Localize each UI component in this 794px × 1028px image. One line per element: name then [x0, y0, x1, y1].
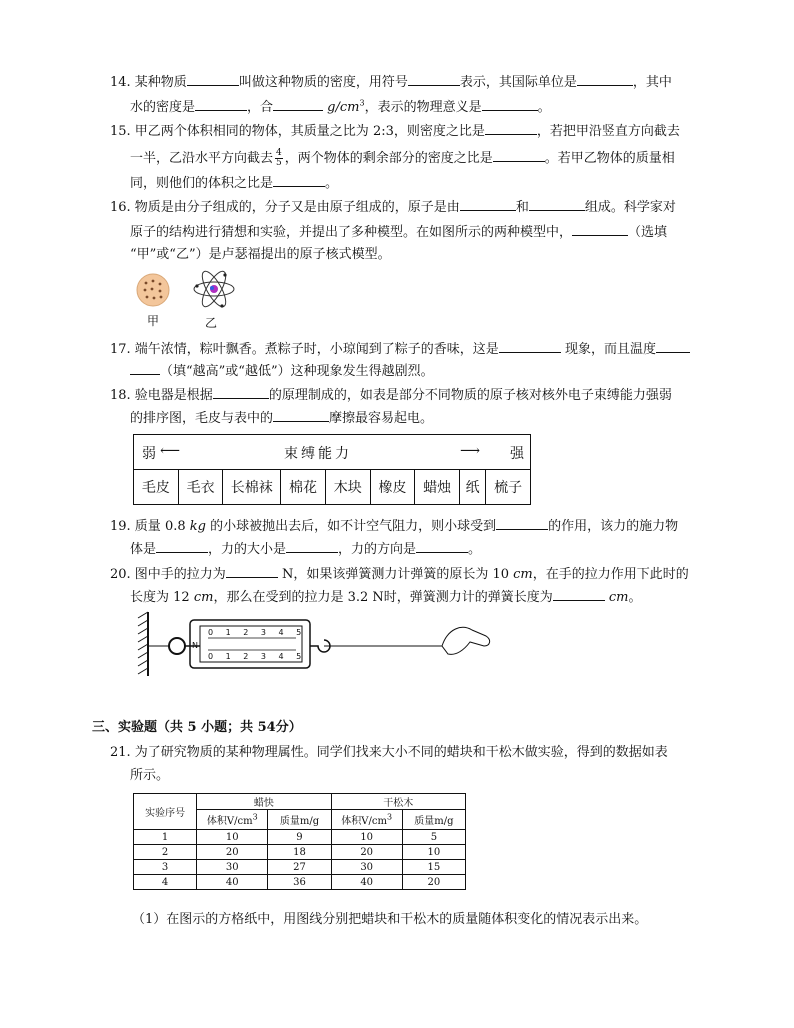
- answer-blank[interactable]: [529, 199, 585, 211]
- table-row: 2 20 18 20 10: [134, 845, 466, 860]
- q21-line2: 所示。: [130, 768, 170, 783]
- answer-blank[interactable]: [553, 589, 605, 601]
- q18-line1: 18. 验电器是根据 的原理制成的，如表是部分不同物质的原子核对核外电子束缚能力强弱: [110, 388, 672, 403]
- q15-line1: 15. 甲乙两个体积相同的物体，其质量之比为 2:3，则密度之比是 ，若把甲沿竖直方向截去: [110, 124, 680, 139]
- group-wax-header: 蜡快: [197, 794, 331, 810]
- answer-blank[interactable]: [273, 410, 329, 422]
- label-jia: 甲: [147, 314, 160, 328]
- material-cell: 纸: [460, 470, 486, 505]
- mass-header: 质量m/g: [402, 810, 465, 830]
- q19-line1: 19. 质量 0.8 kg 的小球被抛出去后，如不计空气阻力，则小球受到 的作用，该力的施力物: [110, 519, 679, 534]
- answer-blank[interactable]: [273, 175, 325, 187]
- col-seq-header: 实验序号: [134, 794, 197, 830]
- answer-blank[interactable]: [493, 150, 545, 162]
- q16-line2: 原子的结构进行猜想和实验，并提出了多种模型。在如图所示的两种模型中， （选填: [130, 225, 668, 240]
- q16-line3: “甲”或“乙”）是卢瑟福提出的原子核式模型。: [130, 247, 391, 262]
- q14-line1: 14. 某种物质 叫做这种物质的密度，用符号 表示，其国际单位是 ，其中: [110, 75, 672, 90]
- answer-blank[interactable]: [656, 341, 690, 353]
- answer-blank[interactable]: [408, 74, 460, 86]
- electron-binding-table: [133, 434, 531, 505]
- strong-label: 强: [510, 446, 524, 462]
- answer-blank[interactable]: [416, 541, 468, 553]
- vol-header: 体积$V/cm^3$: [331, 810, 402, 830]
- q20-line1: 20. 图中手的拉力为 N，如果该弹簧测力计弹簧的原长为 10 cm，在手的拉力作用下此时的: [110, 567, 689, 582]
- section-title: 三、实验题（共 5 小题；共 54分）: [92, 720, 302, 735]
- plum-pudding-model: [135, 272, 171, 308]
- answer-blank[interactable]: [130, 363, 160, 375]
- q17-line1: 17. 端午浓情，粽叶飘香。煮粽子时，小琼闻到了粽子的香味，这是 现象，而且温度: [110, 341, 690, 358]
- material-cell: 木块: [325, 470, 370, 505]
- group-wood-header: 干松木: [331, 794, 465, 810]
- q15-line2: 一半，乙沿水平方向截去 $\frac{4}{5}$ ，两个物体的剩余部分的密度之比是 。若甲乙物体的质量相: [130, 148, 675, 168]
- answer-blank[interactable]: [187, 74, 239, 86]
- scale-top-numbers: 0 1 2 3 4 5: [208, 628, 307, 637]
- q21-sub1: （1）在图示的方格纸中，用图线分别把蜡块和干松木的质量随体积变化的情况表示出来。: [132, 912, 648, 927]
- q19-line2: 体是 ，力的大小是 ，力的方向是 。: [130, 542, 482, 557]
- answer-blank[interactable]: [499, 341, 561, 353]
- answer-blank[interactable]: [273, 99, 323, 111]
- answer-blank[interactable]: [226, 566, 278, 578]
- vol-header: 体积$V/cm^3$: [197, 810, 268, 830]
- material-cell: 蜡烛: [415, 470, 460, 505]
- experiment-data-table: [133, 793, 466, 890]
- answer-blank[interactable]: [195, 99, 247, 111]
- answer-blank[interactable]: [485, 123, 537, 135]
- weak-label: 弱: [142, 446, 156, 462]
- q21-line1: 21. 为了研究物质的某种物理属性。同学们找来大小不同的蜡块和干松木做实验，得到的数据如表: [110, 745, 668, 760]
- q17-line2: （填“越高”或“越低”）这种现象发生得越剧烈。: [130, 363, 434, 380]
- answer-blank[interactable]: [482, 99, 538, 111]
- answer-blank[interactable]: [156, 541, 208, 553]
- table-row: 3 30 27 30 15: [134, 860, 466, 875]
- arrow-right-icon: ⟶: [460, 443, 481, 459]
- table-row: 4 40 36 40 20: [134, 875, 466, 890]
- binding-header: 束缚能力: [284, 446, 352, 462]
- scale-unit: N: [192, 641, 198, 650]
- scale-bottom-numbers: 0 1 2 3 4 5: [208, 652, 307, 661]
- binding-header-row: [134, 435, 531, 470]
- material-cell: 梳子: [486, 470, 531, 505]
- fraction: $\frac{4}{5}$: [276, 148, 282, 168]
- material-cell: 棉花: [281, 470, 326, 505]
- arrow-left-icon: ⟵: [160, 443, 181, 459]
- table-row: 1 10 9 10 5: [134, 830, 466, 845]
- answer-blank[interactable]: [213, 387, 269, 399]
- answer-blank[interactable]: [496, 518, 548, 530]
- answer-blank[interactable]: [460, 199, 516, 211]
- q18-line2: 的排序图，毛皮与表中的 摩擦最容易起电。: [130, 411, 434, 426]
- q15-line3: 同，则他们的体积之比是 。: [130, 176, 339, 191]
- q20-line2: 长度为 12 cm，那么在受到的拉力是 3.2 N时，弹簧测力计的弹簧长度为 cm。: [130, 590, 642, 605]
- q14-line2: 水的密度是 ，合 $g/cm^3$，表示的物理意义是 。: [130, 98, 551, 115]
- answer-blank[interactable]: [572, 224, 628, 236]
- mass-header: 质量m/g: [268, 810, 331, 830]
- answer-blank[interactable]: [286, 541, 338, 553]
- material-cell: 长棉袜: [223, 470, 281, 505]
- label-yi: 乙: [205, 316, 218, 330]
- material-cell: 毛皮: [134, 470, 179, 505]
- nuclear-atom-model: [192, 266, 236, 312]
- q16-line1: 16. 物质是由分子组成的，分子又是由原子组成的，原子是由 和 组成。科学家对: [110, 200, 676, 215]
- spring-scale-figure: [130, 608, 500, 680]
- answer-blank[interactable]: [577, 74, 633, 86]
- material-cell: 橡皮: [370, 470, 415, 505]
- material-cell: 毛衣: [178, 470, 223, 505]
